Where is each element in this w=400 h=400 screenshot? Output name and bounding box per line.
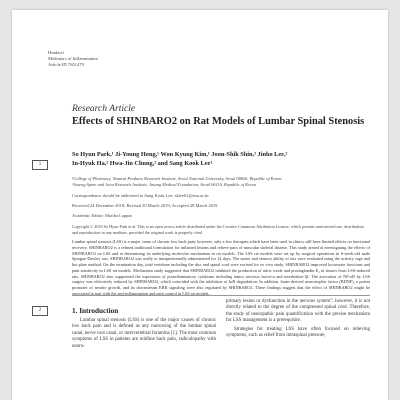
paper-title: Effects of SHINBARO2 on Rat Models of Lumbar Spinal Stenosis [72,116,365,127]
abstract-text: Lumbar spinal stenosis (LSS) is a major cause of chronic low back pain; however, only a few therapies which have been used in clinics still have limited effects on functional recovery. SHINBARO2 is a refined traditional formulation for inflamed lesions and relieve pain of muscular skeletal disease. This study aimed at investigating the effects of SHINBARO2 on LSS and at determining its underlying molecular mechanism in rat models. The LSS rat models were set up by surgical operations in 6-week-old male Sprague-Dawley rats. SHINBARO2 was orally or intraperitoneally administered for 14 days. The motor and sensory ability of rats were evaluated using the activity cage and hot plate method. On the termination day, total vertebrae including the disc and spinal cord were excised for ex vivo study. SHINBARO2 improved locomotor functions and pain sensitivity in LSS rat models. Mechanism study suggested that SHINBARO2 inhibited the production of nitric oxide and prostaglandin E₂ in tissues from LSS-induced rats. SHINBARO2 also suppressed the expression of proinflammatory cytokines including tumor necrosis factor-α and interleukin-1β. The activation of NF-κB by LSS surgery was effectively reduced by SHINBARO2, which coincided with the inhibition of IκB degradation. In addition, brain-derived neurotrophic factor (BDNF), a potent promoter of neurite growth, and its downstream ERK signaling were also regulated by SHINBARO2. These findings suggest that the effect of SHINBARO2 might be associated in part with the anti-inflammation and pain control in LSS rat models. [72,239,370,296]
publisher-name: Hindawi [48,50,64,55]
article-dates: Received 24 December 2018; Revised 20 March 2019; Accepted 28 March 2019 [72,203,218,208]
author-line-1: So Hyun Park,¹ Ji-Young Hong,¹ Won Kyung Kim,¹ Joon-Shik Shin,² Jinho Lee,² [72,151,288,158]
affiliation-1: ¹College of Pharmacy, Natural Products Research Institute, Seoul National University, Seoul 08826, Republic of Korea [72,176,282,181]
academic-editor: Academic Editor: Martha Lappas [72,213,133,218]
copyright-notice: Copyright © 2019 So Hyun Park et al. This is an open access article distributed under the Creative Commons Attribution License, which permits unrestricted use, distribution, and reproduction in any medium, provided the original work is properly cited. [72,224,365,235]
intro-left-column [72,318,216,352]
article-id: Article ID 7651479 [48,62,84,67]
affiliation-2: ²Jaseng Spine and Joint Research Institute, Jaseng Medical Foundation, Seoul 06110, Republic of Korea [72,182,257,187]
author-line-2: In-Hyuk Ha,² Hwa-Jin Chung,² and Sang Kook Lee¹ [72,160,213,167]
journal-name: Mediators of Inflammation [48,56,98,61]
affiliations [72,176,370,188]
intro-right-column [226,299,370,341]
margin-number-header: 1 [32,160,48,170]
margin-number-intro: 2 [32,306,48,316]
intro-paragraph-right-1: primary lesion or dysfunction in the nervous system"; however, it is not directly related to the degree of the compressed spinal cord. Therefore, the study of neuropathic pain quantification with the precise mechanism for LSS management is a prerequisite. [226,299,370,324]
correspondence: Correspondence should be addressed to Sang Kook Lee; sklee61@snu.ac.kr [72,193,209,198]
section-heading-introduction: 1. Introduction [72,307,119,315]
article-type: Research Article [72,104,136,114]
intro-paragraph-1: Lumbar spinal stenosis (LSS) is one of the major causes of chronic low back pain and is defined as any narrowing of the lumbar spinal canal, nerve root canal, or intervertebral foramina [1]. The most common symptoms of LSS in patients are midline back pain, radiculopathy with neuro- [72,318,216,349]
intro-paragraph-right-2: Strategies for treating LSS have often focused on relieving symptoms, such as relief from intraspinal pressure, [226,326,370,339]
section-divider [72,295,370,296]
journal-header [48,50,98,68]
author-list [72,150,370,168]
paper-page [12,10,388,400]
